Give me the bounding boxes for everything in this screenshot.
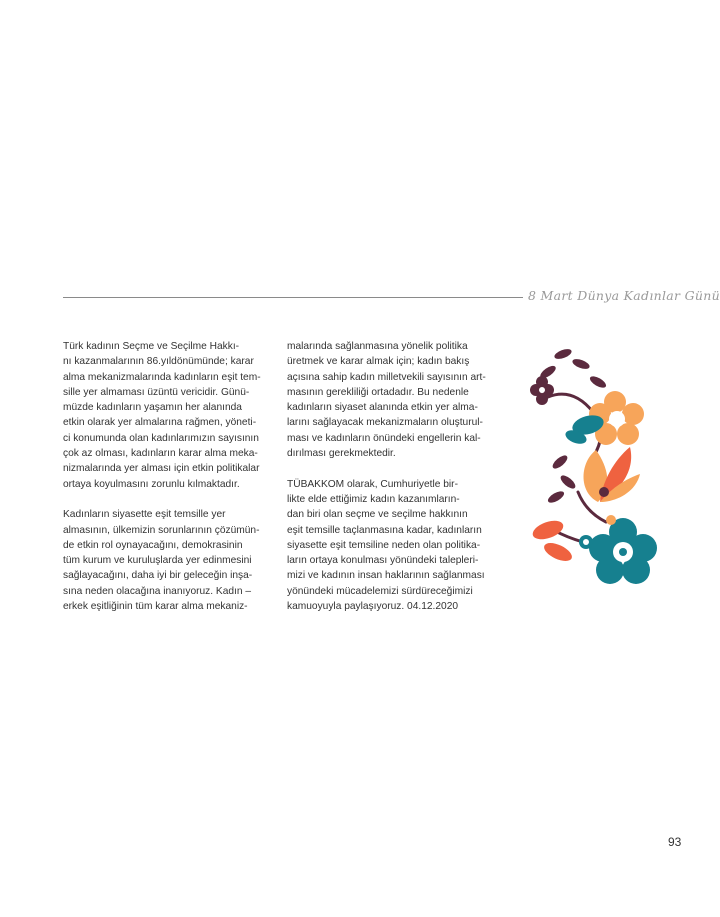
small-teal-flower xyxy=(579,535,593,549)
page-number: 93 xyxy=(668,835,682,849)
header-rule xyxy=(63,297,523,298)
orange-bud xyxy=(606,515,616,525)
plum-flower-small xyxy=(530,376,554,405)
paragraph-1: Türk kadının Seçme ve Seçilme Hakkı- nı kazanmalarının 86.yıldönümünde; karar alma mekanizmalarında kadınların eşit tem- sille yer almaması üzüntü vericidir. Günü- müzde kadınların yaşamın her alanında etkin olarak yer almalarına rağmen, yöneti- ci konumunda olan kadınlarımızın sayısının çok az olması, kadınların karar alma meka- nizmalarında yer alması için etkin politikalar ortaya koyulmasını zorunlu kılmaktadır. xyxy=(63,341,261,490)
paragraph-4: TÜBAKKOM olarak, Cumhuriyetle bir- likte elde ettiğimiz kadın kazanımların- dan biri olan seçme ve seçilme hakkının eşit temsille taçlanmasına kadar, kadınların siyasette eşit temsiline neden olan politika- ların ortaya konulması yönündeki talepleri- mizi ve kadının insan haklarının sağlanması yönündeki mücadelemizi sürdüreceğimizi kamuoyuyla paylaşıyoruz. 04.12.2020 xyxy=(287,478,485,613)
running-header-title: 8 Mart Dünya Kadınlar Günü xyxy=(528,288,720,303)
leaf-cluster-left xyxy=(546,453,577,505)
coral-leaves xyxy=(530,517,574,565)
text-column-right xyxy=(287,339,497,614)
teal-flower xyxy=(589,518,657,584)
leaf-cluster-top xyxy=(538,347,607,390)
paragraph-3: malarında sağlanmasına yönelik politika üretmek ve karar almak için; kadın bakış açısına sahip kadın milletvekili sayısının art- masının gerekliliği ortadadır. Bu nedenle kadınların siyaset alanında etkin yer alma- larını sağlayacak mekanizmaların oluşturul- ması ve kadınların önündeki engellerin kal- dırılması gerekmektedir. xyxy=(287,341,486,460)
text-column-left xyxy=(63,339,277,614)
tulip-flower xyxy=(584,447,641,502)
floral-ornament-icon xyxy=(518,342,658,592)
paragraph-2: Kadınların siyasette eşit temsille yer almasının, ülkemizin sorunlarının çözümün- de etkin rol oynayacağını, demokrasinin tüm kurum ve kuruluşlarda yer edinmesini sağlayacağını, daha iyi bir geleceğin inşa- sına neden olacağına inanıyoruz. Kadın – erkek eşitliğinin tüm karar alma mekaniz- xyxy=(63,509,260,613)
